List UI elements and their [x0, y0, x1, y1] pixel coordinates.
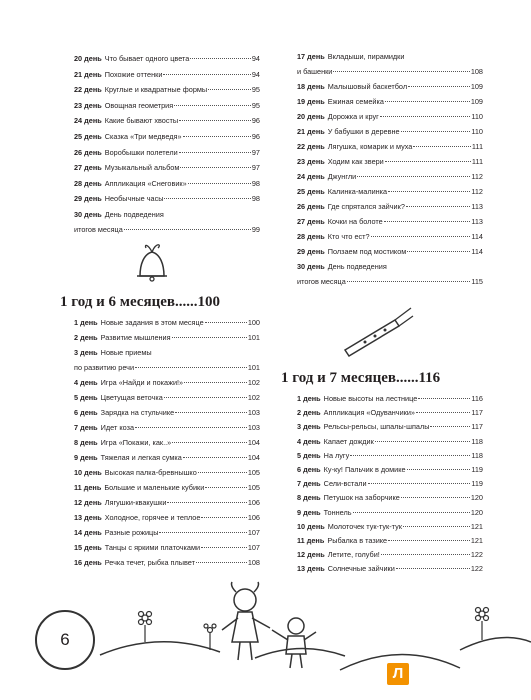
- entry-page: 120: [470, 507, 483, 517]
- dot-leader: [385, 101, 470, 102]
- toc-entry: [74, 466, 260, 481]
- entry-page: 110: [471, 112, 483, 121]
- entry-page: 109: [470, 82, 483, 91]
- toc-entry: [297, 463, 483, 478]
- entry-title: Высокая палка-бревнышко: [104, 468, 197, 477]
- toc-entry: [74, 526, 260, 541]
- entry-title: Игра «Покажи, как..»: [100, 438, 172, 447]
- toc-entry: [74, 161, 260, 176]
- dot-leader: [174, 105, 251, 106]
- entry-title: Сели-встали: [323, 479, 367, 489]
- entry-page: 105: [247, 468, 260, 477]
- page-number-badge: [35, 610, 95, 670]
- toc-entry: [74, 130, 260, 145]
- entry-day: 23 день: [74, 100, 102, 110]
- entry-title: Музыкальный альбом: [104, 163, 180, 173]
- dot-leader: [175, 412, 247, 413]
- entry-page: 115: [471, 276, 483, 286]
- entry-title: Ползаем под мостиком: [327, 247, 407, 256]
- dot-leader: [368, 483, 471, 484]
- entry-day: 24 день: [74, 116, 102, 126]
- entry-day: 11 день: [297, 536, 325, 545]
- entry-title: Капает дождик: [323, 436, 374, 446]
- toc-entry: [74, 406, 260, 421]
- entry-day: 12 день: [74, 498, 102, 507]
- entry-title: Разные рожицы: [104, 528, 159, 537]
- dot-leader: [190, 58, 251, 59]
- entry-page: 96: [251, 132, 260, 141]
- section-title-7-months: 1 год и 7 месяцев......116: [281, 370, 441, 386]
- dot-leader: [407, 251, 470, 252]
- dot-leader: [408, 86, 470, 87]
- entry-page: 112: [471, 172, 483, 181]
- entry-page: 101: [247, 333, 260, 342]
- entry-page: 122: [470, 550, 483, 560]
- entry-title-continued: итогов месяца: [297, 276, 346, 286]
- toc-entry: [74, 331, 260, 346]
- dot-leader: [381, 554, 470, 555]
- entry-title: Развитие мышления: [100, 333, 171, 342]
- entry-title: Танцы с яркими платочками: [104, 543, 201, 552]
- entry-day: 1 день: [74, 318, 98, 327]
- toc-entry: [297, 491, 483, 506]
- entry-title: Кто что ест?: [327, 232, 370, 241]
- toc-entry: [74, 481, 260, 496]
- entry-title: Идет коза: [100, 423, 135, 432]
- section-title-6-months: 1 год и 6 месяцев......100: [60, 294, 220, 310]
- toc-entry: [297, 506, 483, 521]
- entry-page: 95: [251, 100, 260, 110]
- toc-entry: [74, 114, 260, 129]
- toc-entry: [74, 496, 260, 511]
- dot-leader: [430, 426, 470, 427]
- entry-day: 30 день: [74, 210, 102, 219]
- entry-page: 122: [470, 564, 483, 574]
- entry-day: 29 день: [297, 247, 325, 256]
- dot-leader: [350, 455, 470, 456]
- entry-page: 95: [251, 85, 260, 95]
- entry-day: 14 день: [74, 528, 102, 537]
- entry-day: 9 день: [74, 453, 98, 462]
- entry-day: 9 день: [297, 507, 321, 517]
- dot-leader: [164, 198, 250, 199]
- dot-leader: [416, 412, 470, 413]
- dot-leader: [124, 229, 251, 230]
- dot-leader: [407, 469, 471, 470]
- entry-title: Молоточек тук-тук-тук: [327, 521, 402, 531]
- entry-page: 113: [471, 202, 483, 211]
- entry-page: 118: [471, 436, 483, 446]
- entry-day: 24 день: [297, 172, 325, 181]
- dot-leader: [385, 161, 471, 162]
- entry-page: 104: [247, 453, 260, 462]
- toc-entry: [74, 192, 260, 207]
- entry-day: 28 день: [297, 232, 325, 241]
- toc-entry: [297, 260, 483, 289]
- dot-leader: [403, 526, 470, 527]
- toc-entry: [297, 534, 483, 549]
- toc-entry: [74, 52, 260, 67]
- entry-title: Речка течет, рыбка плывет: [104, 558, 195, 567]
- toc-entry: [74, 541, 260, 556]
- entry-day: 6 день: [297, 465, 321, 474]
- entry-title: Новые задания в этом месяце: [100, 318, 204, 327]
- toc-entry: [297, 449, 483, 464]
- entry-title: Что бывает одного цвета: [104, 54, 190, 63]
- toc-entry: [297, 50, 483, 79]
- entry-day: 15 день: [74, 543, 102, 552]
- entry-day: 13 день: [297, 564, 325, 574]
- entry-day: 11 день: [74, 483, 102, 492]
- entry-title: Воробышки полетели: [104, 147, 178, 157]
- entry-day: 7 день: [297, 479, 321, 489]
- entry-page: 119: [471, 465, 483, 474]
- toc-entry: [297, 200, 483, 215]
- entry-page: 102: [247, 393, 260, 402]
- toc-entry: [297, 230, 483, 245]
- entry-day: 20 день: [74, 54, 102, 63]
- dot-leader: [179, 120, 251, 121]
- toc-entry: [297, 420, 483, 435]
- entry-title: Сказка «Три медведя»: [104, 132, 182, 141]
- entry-day: 22 день: [74, 85, 102, 95]
- entry-page: 110: [471, 127, 483, 136]
- toc-entry: [297, 110, 483, 125]
- entry-day: 17 день: [297, 52, 325, 61]
- entry-day: 27 день: [297, 217, 325, 226]
- toc-entry: [74, 421, 260, 436]
- toc-entry: [74, 376, 260, 391]
- entry-page: 111: [471, 157, 483, 166]
- entry-page: 99: [251, 224, 260, 234]
- toc-entry: [74, 436, 260, 451]
- entry-page: 102: [247, 378, 260, 387]
- entry-title: Лягушки-квакушки: [104, 498, 167, 507]
- toc-entry: [297, 520, 483, 535]
- entry-page: 117: [471, 422, 483, 432]
- toc-entry: [74, 177, 260, 192]
- entry-day: 23 день: [297, 157, 325, 166]
- entry-page: 106: [247, 513, 260, 522]
- entry-page: 118: [471, 450, 483, 460]
- entry-title: Круглые и квадратные формы: [104, 85, 208, 95]
- toc-entry: [297, 185, 483, 200]
- entry-title: Зарядка на стульчике: [100, 408, 175, 417]
- entry-page: 119: [471, 479, 483, 489]
- dot-leader: [198, 472, 247, 473]
- entry-day: 18 день: [297, 82, 325, 91]
- dot-leader: [201, 547, 247, 548]
- dot-leader: [388, 191, 470, 192]
- entry-title: Ходим как звери: [327, 157, 384, 166]
- toc-entry: [297, 80, 483, 95]
- entry-title: Цветущая веточка: [100, 393, 163, 402]
- dot-leader: [183, 136, 251, 137]
- entry-title: Петушок на заборчике: [323, 493, 400, 503]
- dot-leader: [196, 562, 247, 563]
- toc-entry: [74, 83, 260, 98]
- entry-day: 22 день: [297, 142, 325, 151]
- dot-leader: [401, 131, 471, 132]
- entry-page: 108: [470, 66, 483, 76]
- entry-title-continued: по развитию речи: [74, 362, 135, 372]
- entry-page: 114: [471, 232, 483, 241]
- entry-page: 104: [247, 438, 260, 447]
- entry-title: Большие и маленькие кубики: [104, 483, 205, 492]
- entry-title: Лягушка, комарик и муха: [327, 142, 413, 151]
- entry-day: 19 день: [297, 97, 325, 106]
- dot-leader: [135, 367, 247, 368]
- entry-page: 96: [251, 116, 260, 126]
- entry-title: Дорожка и круг: [327, 112, 379, 121]
- entry-title: Ку-ку! Пальчик в домике: [323, 465, 406, 474]
- dot-leader: [163, 74, 250, 75]
- dot-leader: [179, 152, 251, 153]
- dot-leader: [135, 427, 247, 428]
- entry-title: Рельсы-рельсы, шпалы-шпалы: [323, 422, 430, 432]
- page-number: 6: [60, 630, 70, 649]
- dot-leader: [201, 517, 246, 518]
- entry-title: Малышовый баскетбол: [327, 82, 408, 91]
- entry-title: День подведения: [104, 210, 164, 219]
- entry-day: 27 день: [74, 163, 102, 173]
- entry-title: Калинка-малинка: [327, 187, 388, 196]
- toc-entry: [297, 477, 483, 492]
- entry-page: 117: [471, 408, 483, 418]
- entry-page: 98: [251, 178, 260, 188]
- dot-leader: [413, 146, 471, 147]
- dot-leader: [164, 397, 247, 398]
- dot-leader: [375, 441, 471, 442]
- entry-page: 100: [247, 318, 260, 327]
- toc-entry: [74, 391, 260, 406]
- entry-title: Рыбалка в тазике: [327, 536, 388, 545]
- entry-page: 98: [251, 194, 260, 204]
- entry-title: Кочки на болоте: [327, 217, 383, 226]
- entry-page: 113: [471, 217, 483, 226]
- dot-leader: [172, 337, 247, 338]
- entry-title: Вкладыши, пирамидки: [327, 52, 405, 61]
- entry-day: 26 день: [74, 147, 102, 157]
- entry-page: 106: [247, 498, 260, 507]
- entry-title: Солнечные зайчики: [327, 564, 395, 574]
- entry-title: Холодное, горячее и теплое: [104, 513, 201, 522]
- dot-leader: [333, 71, 469, 72]
- toc-entry: [297, 170, 483, 185]
- dot-leader: [384, 221, 471, 222]
- entry-title: Новые приемы: [100, 348, 152, 357]
- entry-title: У бабушки в деревне: [327, 127, 400, 136]
- dot-leader: [205, 487, 247, 488]
- entry-day: 20 день: [297, 112, 325, 121]
- entry-day: 2 день: [297, 408, 321, 418]
- entry-page: 121: [470, 521, 483, 531]
- dot-leader: [159, 532, 246, 533]
- dot-leader: [380, 116, 471, 117]
- entry-day: 2 день: [74, 333, 98, 342]
- entry-title: Летите, голуби!: [327, 550, 380, 560]
- dot-leader: [172, 442, 247, 443]
- entry-day: 16 день: [74, 558, 102, 567]
- entry-day: 7 день: [74, 423, 98, 432]
- dot-leader: [184, 382, 247, 383]
- entry-page: 97: [251, 163, 260, 173]
- entry-title: Тяжелая и легкая сумка: [100, 453, 182, 462]
- entry-day: 3 день: [297, 422, 321, 432]
- entry-page: 94: [251, 54, 260, 63]
- entry-day: 4 день: [297, 436, 321, 446]
- dot-leader: [205, 322, 247, 323]
- toc-entry: [297, 392, 483, 407]
- dot-leader: [188, 183, 251, 184]
- entry-day: 12 день: [297, 550, 325, 560]
- entry-day: 5 день: [74, 393, 98, 402]
- entry-page: 114: [471, 247, 483, 256]
- toc-entry: [297, 155, 483, 170]
- entry-day: 21 день: [297, 127, 325, 136]
- toc-entry: [297, 562, 483, 577]
- entry-title: Тоннель: [323, 507, 352, 517]
- entry-day: 26 день: [297, 202, 325, 211]
- toc-entry: [74, 346, 260, 375]
- entry-day: 21 день: [74, 69, 102, 79]
- entry-page: 97: [251, 147, 260, 157]
- entry-page: 103: [247, 408, 260, 417]
- entry-page: 112: [471, 187, 483, 196]
- toc-entry: [297, 245, 483, 260]
- publisher-logo: Л: [387, 663, 409, 685]
- toc-entry: [74, 511, 260, 526]
- entry-title: Овощная геометрия: [104, 100, 174, 110]
- dot-leader: [208, 89, 251, 90]
- dot-leader: [371, 236, 471, 237]
- entry-title: Новые высоты на лестнице: [323, 394, 418, 403]
- entry-page: 101: [247, 362, 260, 372]
- toc-entry: [297, 140, 483, 155]
- dot-leader: [357, 176, 470, 177]
- dot-leader: [183, 457, 247, 458]
- dot-leader: [180, 167, 251, 168]
- entry-page: 109: [470, 97, 483, 106]
- entry-page: 108: [247, 558, 260, 567]
- dot-leader: [353, 512, 470, 513]
- entry-page: 107: [247, 528, 260, 537]
- entry-title: Где спрятался зайчик?: [327, 202, 405, 211]
- entry-day: 10 день: [297, 521, 325, 531]
- toc-entry: [74, 451, 260, 466]
- toc-entry: [74, 99, 260, 114]
- entry-day: 10 день: [74, 468, 102, 477]
- dot-leader: [388, 540, 470, 541]
- entry-day: 6 день: [74, 408, 98, 417]
- entry-title-continued: итогов месяца: [74, 224, 123, 234]
- toc-entry: [297, 435, 483, 450]
- entry-day: 3 день: [74, 348, 98, 357]
- entry-page: 120: [470, 493, 483, 503]
- entry-page: 94: [251, 69, 260, 79]
- entry-page: 111: [471, 142, 483, 151]
- toc-entry: [297, 125, 483, 140]
- entry-day: 30 день: [297, 262, 325, 271]
- toc-entry: [74, 208, 260, 237]
- entry-day: 1 день: [297, 394, 321, 403]
- entry-day: 4 день: [74, 378, 98, 387]
- entry-title-continued: и башенки: [297, 66, 333, 76]
- entry-title: Джунгли: [327, 172, 357, 181]
- entry-day: 8 день: [297, 493, 321, 503]
- pipe-drawing-icon: [335, 300, 415, 360]
- dot-leader: [396, 568, 470, 569]
- entry-title: Аппликация «Одуванчики»: [323, 408, 415, 418]
- toc-entry: [297, 95, 483, 110]
- entry-page: 105: [247, 483, 260, 492]
- toc-entry: [297, 406, 483, 421]
- entry-title: Ежиная семейка: [327, 97, 384, 106]
- toc-entry: [297, 548, 483, 563]
- entry-page: 107: [247, 543, 260, 552]
- dot-leader: [418, 398, 470, 399]
- dot-leader: [401, 497, 470, 498]
- entry-day: 25 день: [297, 187, 325, 196]
- entry-title: На лугу: [323, 450, 350, 460]
- entry-day: 13 день: [74, 513, 102, 522]
- bell-drawing-icon: [130, 240, 180, 282]
- entry-page: 121: [470, 536, 483, 545]
- entry-title: Необычные часы: [104, 194, 164, 204]
- entry-title: Игра «Найди и покажи!»: [100, 378, 184, 387]
- entry-day: 5 день: [297, 450, 321, 460]
- toc-entry: [74, 146, 260, 161]
- entry-day: 8 день: [74, 438, 98, 447]
- toc-entry: [74, 68, 260, 83]
- entry-title: День подведения: [327, 262, 387, 271]
- entry-day: 25 день: [74, 132, 102, 141]
- toc-entry: [74, 316, 260, 331]
- entry-page: 103: [247, 423, 260, 432]
- toc-entry: [297, 215, 483, 230]
- entry-title: Похожие оттенки: [104, 69, 163, 79]
- toc-entry: [74, 556, 260, 571]
- entry-day: 28 день: [74, 178, 102, 188]
- dot-leader: [347, 281, 471, 282]
- entry-title: Какие бывают хвосты: [104, 116, 179, 126]
- dot-leader: [167, 502, 246, 503]
- dot-leader: [406, 206, 470, 207]
- entry-page: 116: [471, 394, 483, 403]
- entry-day: 29 день: [74, 194, 102, 204]
- entry-title: Аппликация «Снеговик»: [104, 178, 187, 188]
